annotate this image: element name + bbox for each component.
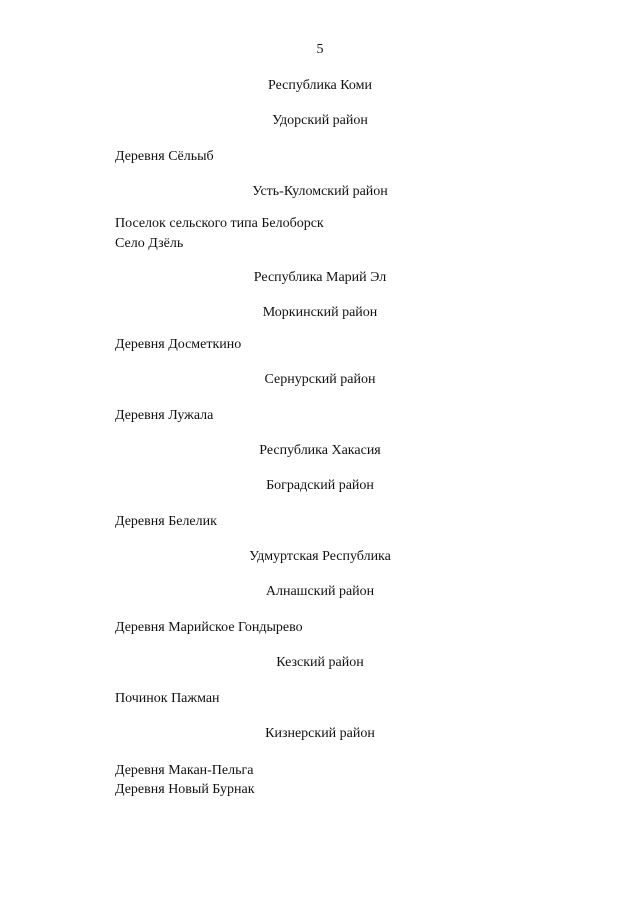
- settlement-item: Деревня Лужала: [115, 408, 214, 423]
- settlement-item: Деревня Сёльыб: [115, 149, 214, 164]
- region-heading-mari-el: Республика Марий Эл: [253, 270, 387, 285]
- district-heading-ust-kulomsky: Усть-Куломский район: [252, 184, 388, 199]
- district-heading-udorsky: Удорский район: [272, 113, 368, 128]
- district-heading-sernursky: Сернурский район: [264, 372, 376, 387]
- settlement-item: Деревня Макан-Пельга: [115, 763, 254, 778]
- district-heading-kiznersky: Кизнерский район: [265, 726, 375, 741]
- district-heading-bogradsky: Боградский район: [266, 478, 374, 493]
- settlement-item: Село Дзёль: [115, 236, 184, 251]
- district-heading-alnashsky: Алнашский район: [265, 584, 375, 599]
- region-heading-udmurtia: Удмуртская Республика: [249, 549, 391, 564]
- page-number: 5: [316, 42, 324, 57]
- region-heading-komi: Республика Коми: [268, 78, 372, 93]
- settlement-item: Деревня Белелик: [115, 514, 217, 529]
- settlement-item: Починок Пажман: [115, 691, 220, 706]
- district-heading-kezsky: Кезский район: [276, 655, 364, 670]
- settlement-item: Деревня Новый Бурнак: [115, 782, 255, 797]
- settlement-item: Поселок сельского типа Белоборск: [115, 216, 324, 231]
- region-heading-khakassia: Республика Хакасия: [259, 443, 381, 458]
- settlement-item: Деревня Досметкино: [115, 337, 242, 352]
- settlement-item: Деревня Марийское Гондырево: [115, 620, 303, 635]
- district-heading-morkinsky: Моркинский район: [262, 305, 378, 320]
